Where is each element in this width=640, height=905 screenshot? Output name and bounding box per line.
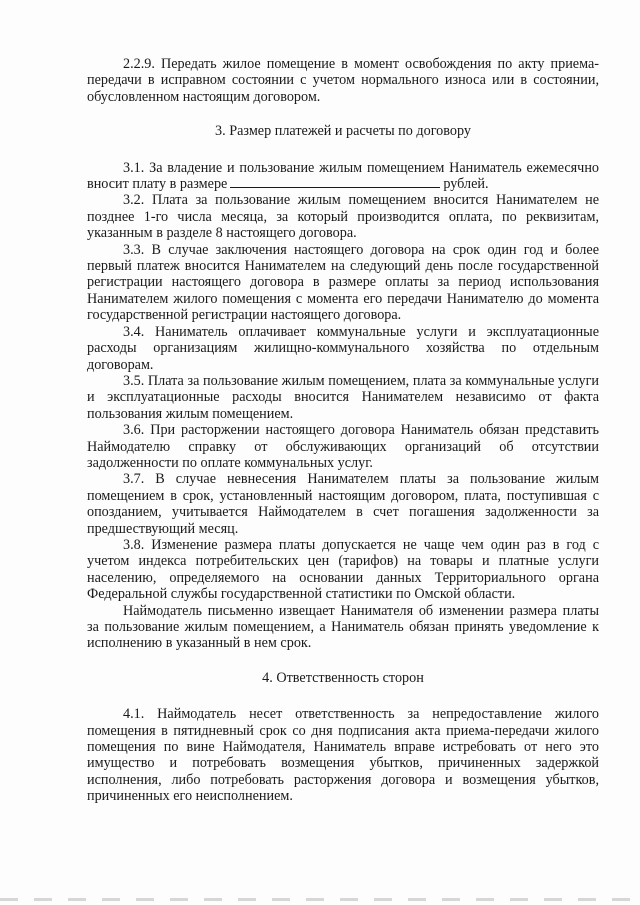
clause-3-2: 3.2. Плата за пользование жилым помещением вносится Нанимателем не позднее 1-го числа месяца, за который производится оплата, по реквизитам, указанным в разделе 8 настоящего договора. bbox=[87, 192, 599, 242]
clause-3-8-notice: Наймодатель письменно извещает Нанимателя об изменении размера платы за пользование жилым помещением, а Наниматель обязан принять уведомление к исполнению в указанный в нем срок. bbox=[87, 602, 599, 652]
clause-3-1 bbox=[87, 160, 599, 193]
section-3-heading: 3. Размер платежей и расчеты по договору bbox=[215, 123, 471, 140]
clause-3-1-unit: рублей. bbox=[443, 176, 489, 193]
document-body bbox=[87, 56, 599, 805]
clause-3-8: 3.8. Изменение размера платы допускается не чаще чем один раз в год с учетом индекса потребительских цен (тарифов) на товары и платные услуги населению, определяемого на основании данных Территориального органа Федеральной службы государственной статистики по Омской области. bbox=[87, 536, 599, 603]
clause-3-4: 3.4. Наниматель оплачивает коммунальные услуги и эксплуатационные расходы организациям жилищно-коммунального хозяйства по отдельным договорам. bbox=[87, 323, 599, 373]
clause-3-1-text: 3.1. За владение и пользование жилым помещением Наниматель ежемесячно вносит плату в размере bbox=[87, 159, 599, 193]
clause-2-2-9: 2.2.9. Передать жилое помещение в момент освобождения по акту приема-передачи в исправном состоянии с учетом нормального износа или в состоянии, обусловленном настоящим договором. bbox=[87, 56, 599, 105]
clause-3-6: 3.6. При расторжении настоящего договора Наниматель обязан представить Наймодателю справку от обслуживающих организаций об отсутствии задолженности по оплате коммунальных услуг. bbox=[87, 422, 599, 471]
clause-4-1: 4.1. Наймодатель несет ответственность за непредоставление жилого помещения в пятидневный срок со дня подписания акта приема-передачи жилого помещения по вине Наймодателя, Наниматель вправе истребовать от него это имущество и потребовать возмещения убытков, причиненных задержкой исполнения, либо потребовать расторжения договора и возмещения убытков, причиненных его неисполнением. bbox=[87, 706, 599, 805]
section-4-heading: 4. Ответственность сторон bbox=[262, 669, 424, 686]
clause-3-3: 3.3. В случае заключения настоящего договора на срок один год и более первый платеж вносится Нанимателем на следующий день после государственной регистрации настоящего договора в размере оплаты за период использования Нанимателем жилого помещения с момента его передачи Нанимателю до момента государственной регистрации настоящего договора. bbox=[87, 241, 599, 324]
payment-amount-blank bbox=[230, 176, 440, 188]
scan-edge-artifact bbox=[0, 898, 640, 901]
clause-3-7: 3.7. В случае невнесения Нанимателем платы за пользование жилым помещением в срок, установленный настоящим договором, плата, поступившая с опозданием, учитывается Наймодателем в счет погашения задолженности за предшествующий месяц. bbox=[87, 471, 599, 537]
clause-3-5: 3.5. Плата за пользование жилым помещением, плата за коммунальные услуги и эксплуатационные расходы вносится Нанимателем независимо от факта пользования жилым помещением. bbox=[87, 372, 599, 422]
